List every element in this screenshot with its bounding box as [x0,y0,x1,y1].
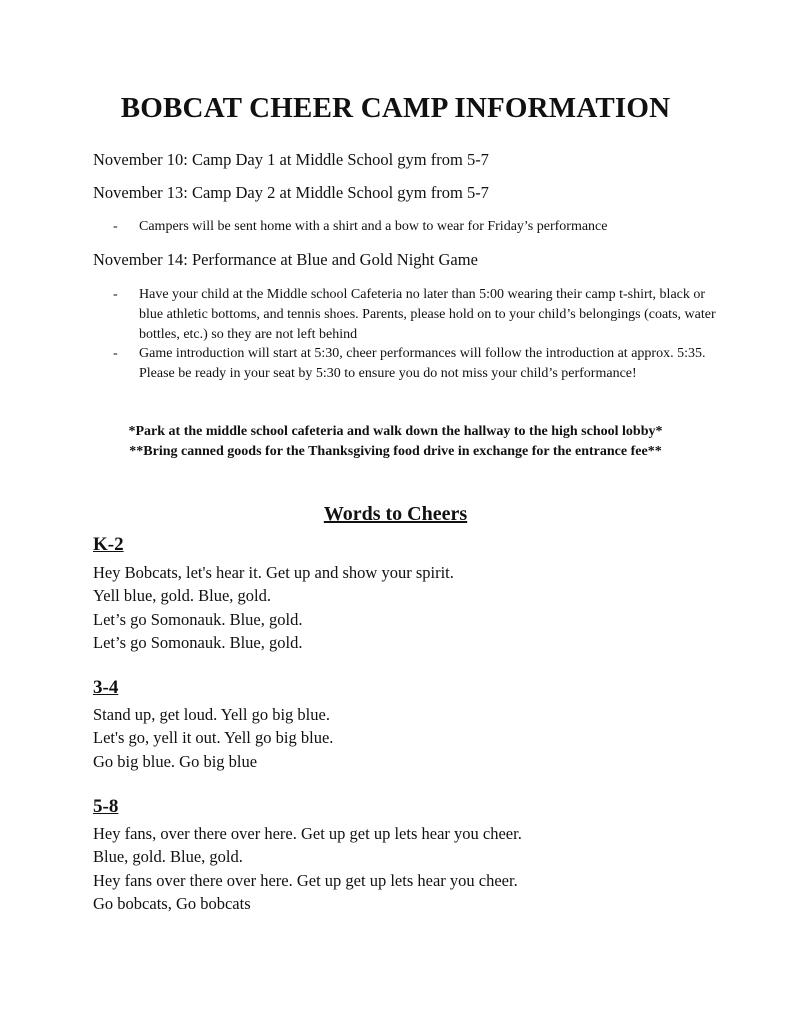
grade-heading-5-8: 5-8 [93,796,119,817]
cheer-line: Go big blue. Go big blue [93,751,258,771]
cheer-line: Stand up, get loud. Yell go big blue. [93,705,330,724]
page-title: BOBCAT CHEER CAMP INFORMATION [120,92,671,124]
bullet-marker: - [113,287,118,302]
grade-heading-3-4: 3-4 [93,677,119,698]
cheer-lines-k2 [93,561,454,654]
cheer-lines-3-4 [93,703,333,773]
bullet-text: Game introduction will start at 5:30, cheer performances will follow the introduction at approx. 5:35. Please be ready in your seat by 5:30 to ensure you do not miss your child’s performance! [139,346,706,381]
cheer-line: Let's go, yell it out. Yell go big blue. [93,728,334,748]
cheer-line: Hey Bobcats, let's hear it. Get up and show your spirit. [93,563,454,582]
cheer-line: Blue, gold. Blue, gold. [93,847,243,867]
cheers-heading: Words to Cheers [323,503,468,525]
bullet-marker: - [113,219,118,234]
schedule-day2: November 13: Camp Day 2 at Middle School gym from 5-7 [93,183,489,202]
cheer-line: Hey fans over there over here. Get up get up lets hear you cheer. [93,870,518,890]
cheer-line: Let’s go Somonauk. Blue, gold. [93,609,303,629]
bullet-marker: - [113,346,118,361]
cheer-line: Let’s go Somonauk. Blue, gold. [93,632,303,652]
schedule-performance: November 14: Performance at Blue and Gold Night Game [93,250,478,269]
cheer-lines-5-8 [93,822,522,915]
cheer-line: Hey fans, over there over here. Get up get up lets hear you cheer. [93,824,522,843]
schedule-day1: November 10: Camp Day 1 at Middle School gym from 5-7 [93,150,489,169]
cheer-line: Go bobcats, Go bobcats [93,893,251,913]
cheer-line: Yell blue, gold. Blue, gold. [93,586,271,606]
bullet-text: Campers will be sent home with a shirt and a bow to wear for Friday’s performance [139,219,608,234]
grade-heading-k2: K-2 [93,534,124,555]
bullet-text: Have your child at the Middle school Cafeteria no later than 5:00 wearing their camp t-shirt, black or blue athletic bottoms, and tennis shoes. Parents, please hold on to your child’s belongings (coats, water bottles, etc.) so they are not left behind [139,287,716,342]
parking-notice: *Park at the middle school cafeteria and walk down the hallway to the high school lobby* [128,424,663,439]
food-drive-notice: **Bring canned goods for the Thanksgiving food drive in exchange for the entrance fee** [129,444,662,459]
